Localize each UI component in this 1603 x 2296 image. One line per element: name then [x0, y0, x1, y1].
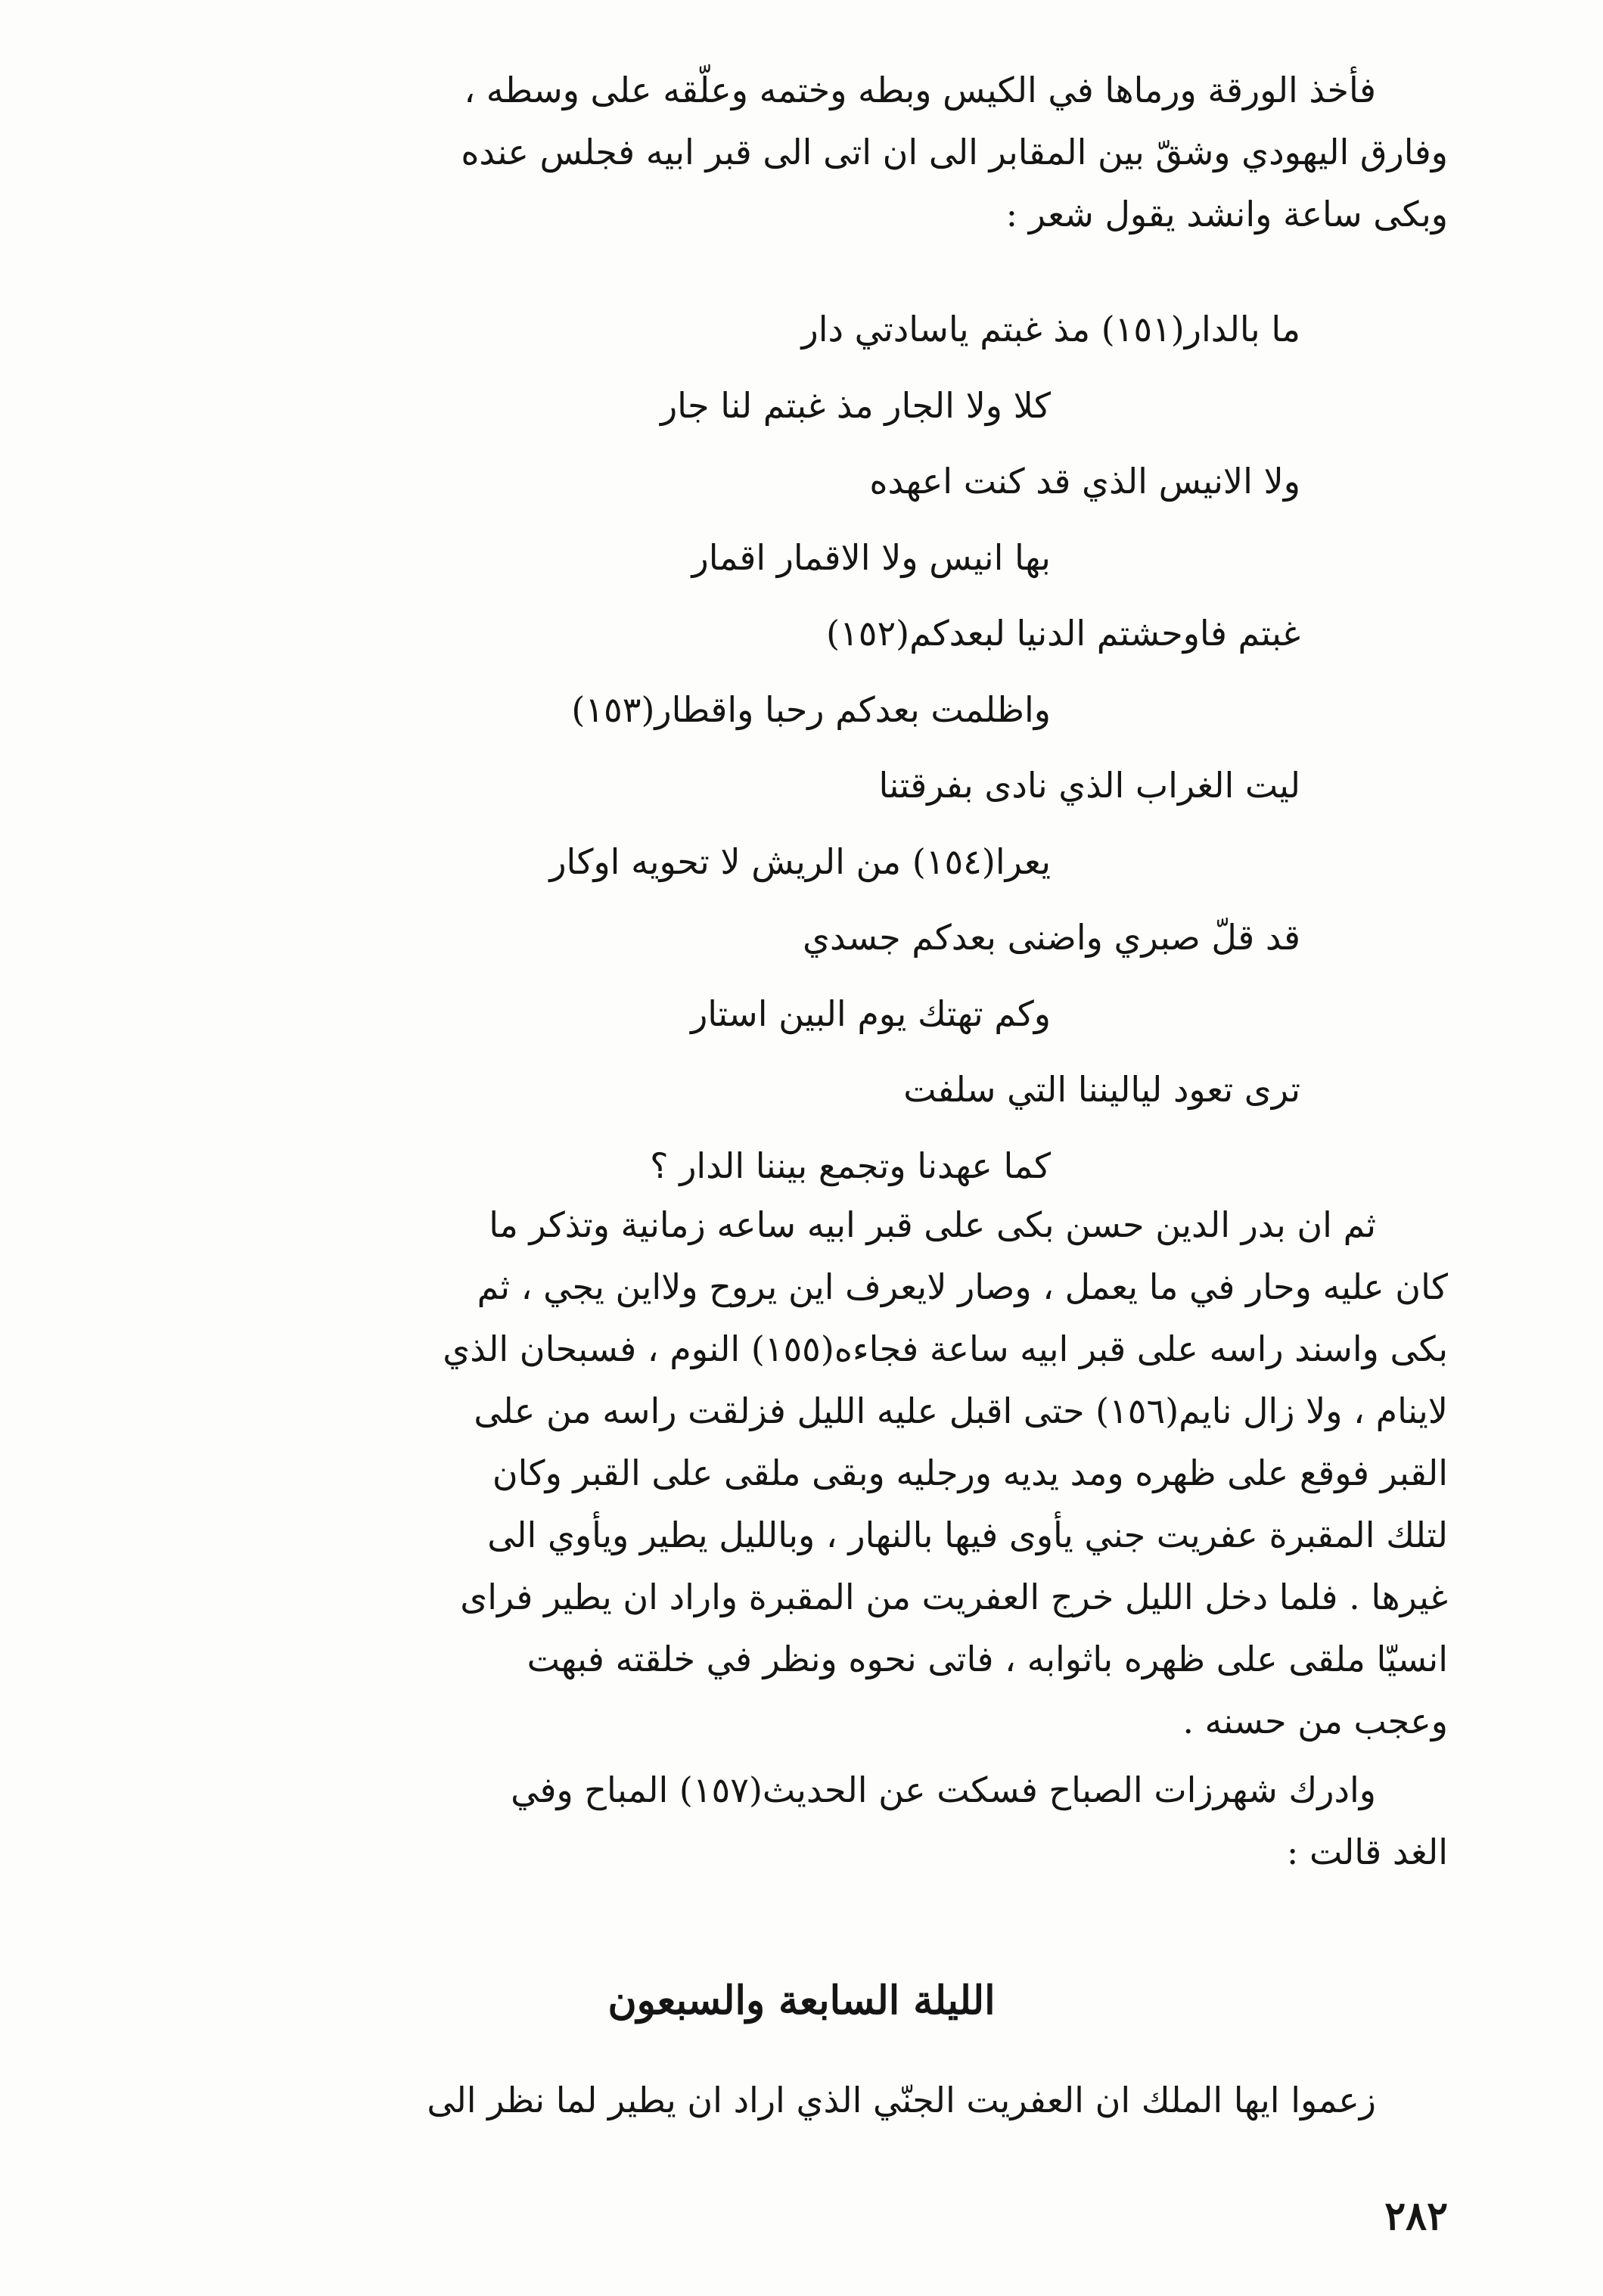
- verse-first-hemistich: ترى تعود لياليننا التي سلفت: [903, 1069, 1300, 1110]
- verse-second-hemistich: كلا ولا الجار مذ غبتم لنا جار: [660, 384, 1051, 426]
- verse-second-hemistich: بها انيس ولا الاقمار اقمار: [691, 536, 1051, 578]
- text-line: الغد قالت :: [1286, 1832, 1448, 1872]
- verse-first-hemistich: ليت الغراب الذي نادى بفرقتنا: [878, 765, 1300, 806]
- text-line: زعموا ايها الملك ان العفريت الجنّي الذي اراد ان يطير لما نظر الى: [427, 2080, 1376, 2120]
- poem: [287, 291, 1300, 1204]
- closing-paragraph: [147, 1759, 1448, 1883]
- verse-first-hemistich: ما بالدار(١٥١) مذ غبتم ياسادتي دار: [801, 309, 1300, 350]
- text-line: وادرك شهرزات الصباح فسكت عن الحديث(١٥٧) المباح وفي: [511, 1769, 1376, 1810]
- page-number: ٢٨٢: [1384, 2193, 1448, 2239]
- chapter-heading: الليلة السابعة والسبعون: [607, 1978, 996, 2024]
- verse-first-hemistich: قد قلّ صبري واضنى بعدكم جسدي: [803, 917, 1300, 958]
- intro-paragraph: [147, 59, 1448, 245]
- text-line: انسيّا ملقى على ظهره باثوابه ، فاتى نحوه ونظر في خلقته فبهت: [527, 1639, 1448, 1679]
- text-line: غيرها . فلما دخل الليل خرج العفريت من المقبرة واراد ان يطير فراى: [460, 1577, 1448, 1617]
- text-line: وبكى ساعة وانشد يقول شعر :: [1005, 194, 1448, 235]
- verse-first-hemistich: غبتم فاوحشتم الدنيا لبعدكم(١٥٢): [826, 613, 1300, 654]
- text-line: وفارق اليهودي وشقّ بين المقابر الى ان اتى الى قبر ابيه فجلس عنده: [461, 132, 1448, 172]
- text-line: بكى واسند راسه على قبر ابيه ساعة فجاءه(١٥٥) النوم ، فسبحان الذي: [443, 1328, 1448, 1369]
- text-line: فأخذ الورقة ورماها في الكيس وبطه وختمه وعلّقه على وسطه ،: [464, 70, 1376, 110]
- text-line: كان عليه وحار في ما يعمل ، وصار لايعرف اين يروح ولااين يجي ، ثم: [477, 1266, 1448, 1307]
- verse-second-hemistich: وكم تهتك يوم البين استار: [691, 993, 1051, 1034]
- verse-second-hemistich: واظلمت بعدكم رحبا واقطار(١٥٣): [571, 688, 1051, 730]
- text-line: لتلك المقبرة عفريت جني يأوى فيها بالنهار ، وبالليل يطير ويأوي الى: [487, 1515, 1448, 1555]
- text-line: لاينام ، ولا زال نايم(١٥٦) حتى اقبل عليه الليل فزلقت راسه من على: [474, 1390, 1448, 1431]
- next-chapter-paragraph: [147, 2069, 1448, 2131]
- verse-first-hemistich: ولا الانيس الذي قد كنت اعهده: [869, 461, 1300, 502]
- text-line: ثم ان بدر الدين حسن بكى على قبر ابيه ساعه زمانية وتذكر ما: [489, 1204, 1376, 1245]
- main-paragraph: [147, 1194, 1448, 1752]
- verse-second-hemistich: يعرا(١٥٤) من الريش لا تحويه اوكار: [549, 840, 1051, 882]
- text-line: وعجب من حسنه .: [1182, 1701, 1448, 1741]
- text-line: القبر فوقع على ظهره ومد يديه ورجليه وبقى ملقى على القبر وكان: [492, 1452, 1448, 1493]
- verse-second-hemistich: كما عهدنا وتجمع بيننا الدار ؟: [650, 1145, 1051, 1186]
